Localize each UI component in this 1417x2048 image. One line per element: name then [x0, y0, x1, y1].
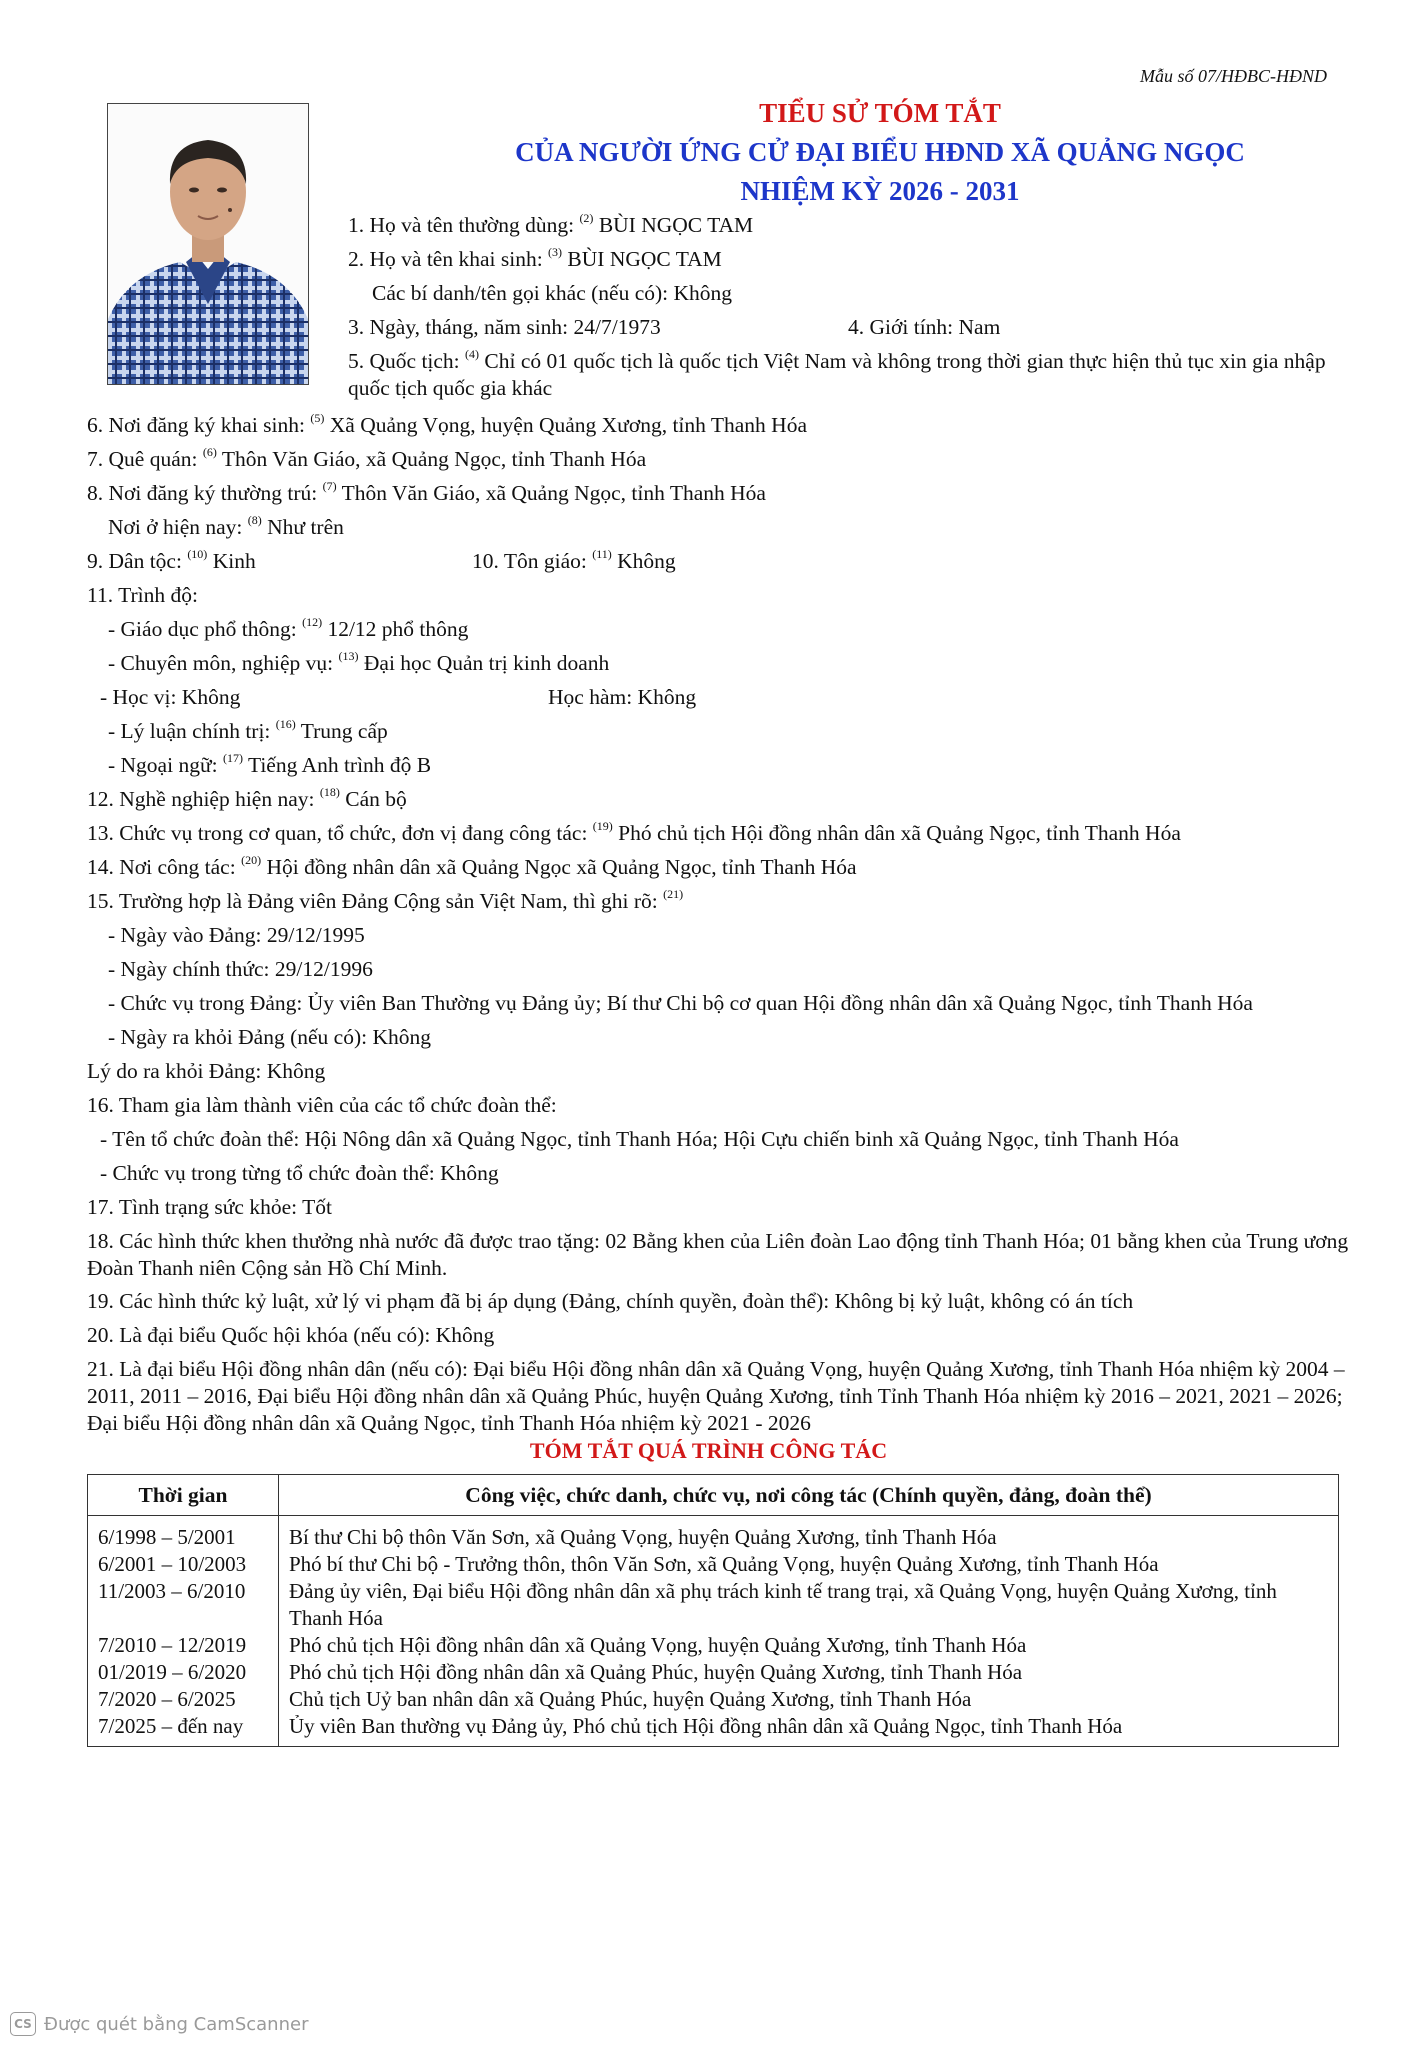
field-birth-date: 3. Ngày, tháng, năm sinh: 24/7/1973 [348, 315, 661, 339]
field-party-leave-date: - Ngày ra khỏi Đảng (nếu có): Không [108, 1025, 432, 1049]
row-description: Chủ tịch Uỷ ban nhân dân xã Quảng Phúc, huyện Quảng Xương, tỉnh Thanh Hóa [279, 1686, 1339, 1713]
field-occupation: 12. Nghề nghiệp hiện nay: $^{(18)}$ Cán bộ [87, 784, 407, 811]
table-row [88, 1632, 1339, 1659]
field-health: 17. Tình trạng sức khỏe: Tốt [87, 1195, 332, 1219]
field-national-assembly: 20. Là đại biểu Quốc hội khóa (nếu có): Không [87, 1323, 495, 1347]
table-row [88, 1551, 1339, 1578]
field-academic-title: Học hàm: Không [548, 685, 697, 709]
document-header [380, 94, 1380, 211]
form-number: Mẫu số 07/HĐBC-HĐND [1140, 66, 1327, 86]
row-description: Ủy viên Ban thường vụ Đảng ủy, Phó chủ tịch Hội đồng nhân dân xã Quảng Ngọc, tỉnh Thanh Hóa [279, 1713, 1339, 1747]
field-awards: 18. Các hình thức khen thưởng nhà nước đã được trao tặng: 02 Bằng khen của Liên đoàn Lao động tỉnh Thanh Hóa; 01 bằng khen của Trung ương Đoàn Thanh niên Cộng sản Hồ Chí Minh. [87, 1229, 1349, 1280]
row-period: 11/2003 – 6/2010 [88, 1578, 279, 1632]
field-common-name: 1. Họ và tên thường dùng: $^{(2)}$ BÙI NGỌC TAM [348, 210, 754, 237]
field-organization-positions: - Chức vụ trong từng tổ chức đoàn thể: Không [100, 1161, 499, 1185]
field-qualification: 11. Trình độ: [87, 583, 198, 607]
field-permanent-residence: 8. Nơi đăng ký thường trú: $^{(7)}$ Thôn Văn Giáo, xã Quảng Ngọc, tỉnh Thanh Hóa [87, 478, 766, 505]
field-workplace: 14. Nơi công tác: $^{(20)}$ Hội đồng nhân dân xã Quảng Ngọc xã Quảng Ngọc, tỉnh Thanh Hóa [87, 852, 857, 879]
field-gender: 4. Giới tính: Nam [848, 315, 1001, 339]
table-header-row [88, 1475, 1339, 1516]
row-description: Bí thư Chi bộ thôn Văn Sơn, xã Quảng Vọng, huyện Quảng Xương, tỉnh Thanh Hóa [279, 1516, 1339, 1552]
portrait-image [108, 104, 308, 384]
field-current-residence: Nơi ở hiện nay: $^{(8)}$ Như trên [108, 512, 344, 539]
table-row [88, 1659, 1339, 1686]
field-hometown: 7. Quê quán: $^{(6)}$ Thôn Văn Giáo, xã Quảng Ngọc, tỉnh Thanh Hóa [87, 444, 647, 471]
field-foreign-language: - Ngoại ngữ: $^{(17)}$ Tiếng Anh trình độ B [108, 750, 432, 777]
document-subtitle: CỦA NGƯỜI ỨNG CỬ ĐẠI BIỂU HĐND XÃ QUẢNG NGỌC [515, 137, 1245, 167]
field-party-position: - Chức vụ trong Đảng: Ủy viên Ban Thường vụ Đảng ủy; Bí thư Chi bộ cơ quan Hội đồng nhân dân xã Quảng Ngọc, tỉnh Thanh Hóa [108, 991, 1253, 1015]
row-period: 7/2025 – đến nay [88, 1713, 279, 1747]
table-row [88, 1713, 1339, 1747]
field-aliases: Các bí danh/tên gọi khác (nếu có): Không [372, 281, 733, 305]
field-nationality: 5. Quốc tịch: $^{(4)}$ Chỉ có 01 quốc tịch là quốc tịch Việt Nam và không trong thời gian thực hiện thủ tục xin gia nhập quốc tịch quốc gia khác [348, 346, 1326, 400]
field-party-leave-reason: Lý do ra khỏi Đảng: Không [87, 1059, 326, 1083]
row-period: 7/2010 – 12/2019 [88, 1632, 279, 1659]
field-position: 13. Chức vụ trong cơ quan, tổ chức, đơn vị đang công tác: $^{(19)}$ Phó chủ tịch Hội đồng nhân dân xã Quảng Ngọc, tỉnh Thanh Hóa [87, 818, 1181, 845]
work-history-title: TÓM TẮT QUÁ TRÌNH CÔNG TÁC [529, 1438, 888, 1463]
field-organization-names: - Tên tổ chức đoàn thể: Hội Nông dân xã Quảng Ngọc, tỉnh Thanh Hóa; Hội Cựu chiến binh xã Quảng Ngọc, tỉnh Thanh Hóa [100, 1127, 1179, 1151]
work-history-table [87, 1474, 1339, 1747]
row-description: Phó bí thư Chi bộ - Trưởng thôn, thôn Văn Sơn, xã Quảng Vọng, huyện Quảng Xương, tỉnh Thanh Hóa [279, 1551, 1339, 1578]
field-ethnicity: 9. Dân tộc: $^{(10)}$ Kinh [87, 546, 256, 573]
field-birth-registration: 6. Nơi đăng ký khai sinh: $^{(5)}$ Xã Quảng Vọng, huyện Quảng Xương, tỉnh Thanh Hóa [87, 410, 807, 437]
row-period: 01/2019 – 6/2020 [88, 1659, 279, 1686]
field-profession: - Chuyên môn, nghiệp vụ: $^{(13)}$ Đại học Quản trị kinh doanh [108, 648, 610, 675]
field-party-official-date: - Ngày chính thức: 29/12/1996 [108, 957, 373, 981]
row-description: Phó chủ tịch Hội đồng nhân dân xã Quảng Vọng, huyện Quảng Xương, tỉnh Thanh Hóa [279, 1632, 1339, 1659]
scanner-text: Được quét bằng CamScanner [44, 2013, 309, 2035]
candidate-photo [107, 103, 309, 385]
field-council-delegate: 21. Là đại biểu Hội đồng nhân dân (nếu có): Đại biểu Hội đồng nhân dân xã Quảng Vọng, huyện Quảng Xương, tỉnh Thanh Hóa nhiệm kỳ 2004 – 2011, 2011 – 2016, Đại biểu Hội đồng nhân dân xã Quảng Phúc, huyện Quảng Xương, tỉnh Tỉnh Thanh Hóa nhiệm kỳ 2016 – 2021, 2021 – 2026; Đại biểu Hội đồng nhân dân xã Quảng Ngọc, tỉnh Thanh Hóa nhiệm kỳ 2021 - 2026 [87, 1357, 1345, 1435]
camscanner-icon: CS [10, 2012, 36, 2036]
field-organizations: 16. Tham gia làm thành viên của các tổ chức đoàn thể: [87, 1093, 557, 1117]
column-header-description: Công việc, chức danh, chức vụ, nơi công tác (Chính quyền, đảng, đoàn thể) [279, 1475, 1339, 1516]
document-title: TIỂU SỬ TÓM TẮT [759, 98, 1001, 128]
table-row [88, 1686, 1339, 1713]
field-birth-name: 2. Họ và tên khai sinh: $^{(3)}$ BÙI NGỌC TAM [348, 244, 722, 271]
column-header-period: Thời gian [88, 1475, 279, 1516]
field-degree: - Học vị: Không [100, 685, 241, 709]
row-period: 6/2001 – 10/2003 [88, 1551, 279, 1578]
row-description: Đảng ủy viên, Đại biểu Hội đồng nhân dân xã phụ trách kinh tế trang trại, xã Quảng Vọng, huyện Quảng Xương, tỉnh Thanh Hóa [279, 1578, 1339, 1632]
field-religion: 10. Tôn giáo: $^{(11)}$ Không [472, 546, 676, 573]
field-party-join-date: - Ngày vào Đảng: 29/12/1995 [108, 923, 365, 947]
row-description: Phó chủ tịch Hội đồng nhân dân xã Quảng Phúc, huyện Quảng Xương, tỉnh Thanh Hóa [279, 1659, 1339, 1686]
field-discipline: 19. Các hình thức kỷ luật, xử lý vi phạm đã bị áp dụng (Đảng, chính quyền, đoàn thể): Không bị kỷ luật, không có án tích [87, 1289, 1134, 1313]
table-row [88, 1578, 1339, 1632]
table-row [88, 1516, 1339, 1552]
field-party-member: 15. Trường hợp là Đảng viên Đảng Cộng sản Việt Nam, thì ghi rõ: $^{(21)}$ [87, 886, 684, 913]
row-period: 6/1998 – 5/2001 [88, 1516, 279, 1552]
document-term: NHIỆM KỲ 2026 - 2031 [740, 176, 1020, 206]
field-general-education: - Giáo dục phổ thông: $^{(12)}$ 12/12 phổ thông [108, 614, 469, 641]
field-political-theory: - Lý luận chính trị: $^{(16)}$ Trung cấp [108, 716, 388, 743]
scanner-watermark [10, 2012, 308, 2036]
row-period: 7/2020 – 6/2025 [88, 1686, 279, 1713]
